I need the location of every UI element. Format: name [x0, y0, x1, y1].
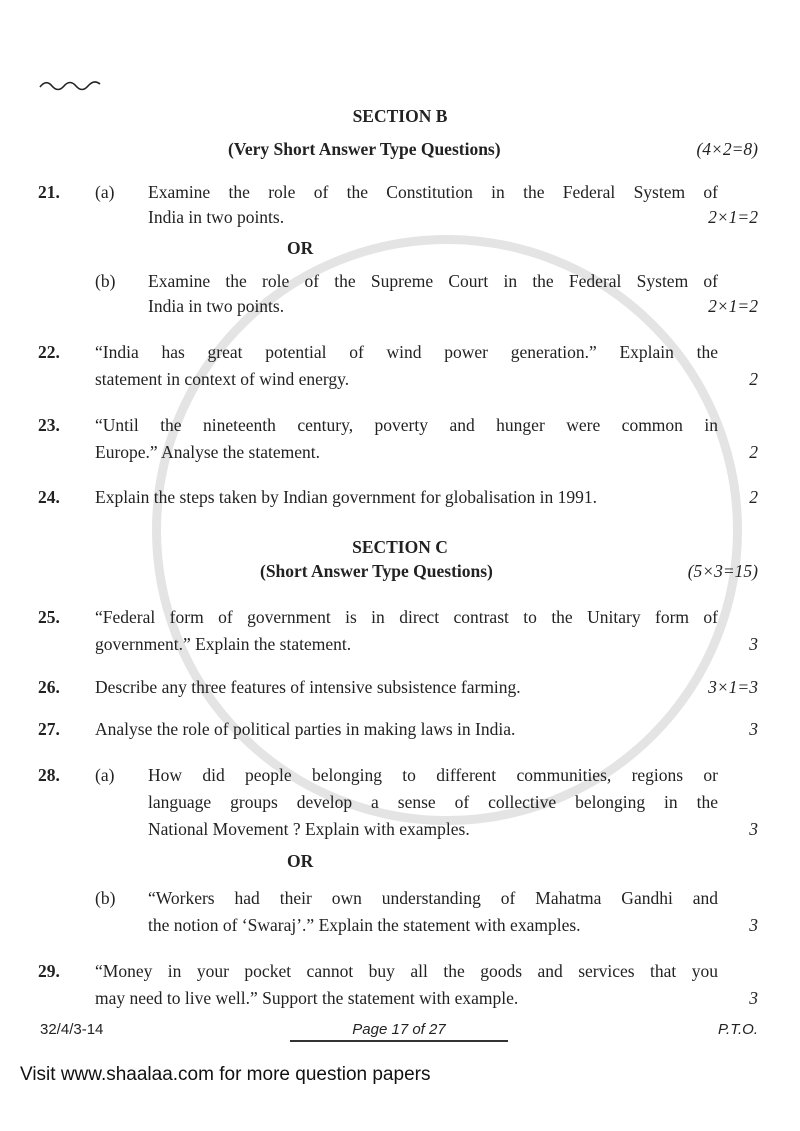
question-marks: 2: [749, 442, 758, 462]
question-number: 28.: [38, 765, 60, 785]
question-marks: 3: [749, 719, 758, 739]
question-number: 23.: [38, 415, 60, 435]
section-c-marks: (5×3=15): [687, 561, 758, 581]
section-b-subtitle: (Very Short Answer Type Questions): [228, 139, 501, 159]
section-c-subtitle: (Short Answer Type Questions): [260, 561, 493, 581]
squiggle-mark: [38, 78, 104, 92]
question-text: “India has great potential of wind power generation.” Explain the: [95, 342, 718, 362]
question-text: the notion of ‘Swaraj’.” Explain the statement with examples.: [148, 915, 581, 935]
question-number: 29.: [38, 961, 60, 981]
section-c-title: SECTION C: [352, 537, 448, 557]
question-text: Analyse the role of political parties in making laws in India.: [95, 719, 516, 739]
question-text: statement in context of wind energy.: [95, 369, 350, 389]
question-marks: 2: [749, 369, 758, 389]
question-text: India in two points.: [148, 207, 285, 227]
question-number: 22.: [38, 342, 60, 362]
question-marks: 3×1=3: [708, 677, 758, 697]
question-text: India in two points.: [148, 296, 285, 316]
question-marks: 2: [749, 487, 758, 507]
question-text: “Until the nineteenth century, poverty and hunger were common in: [95, 415, 718, 435]
paper-code: 32/4/3-14: [40, 1021, 104, 1038]
question-number: 26.: [38, 677, 60, 697]
question-marks: 3: [749, 634, 758, 654]
question-number: 24.: [38, 487, 60, 507]
question-marks: 2×1=2: [708, 207, 758, 227]
question-text: Europe.” Analyse the statement.: [95, 442, 320, 462]
question-text: “Federal form of government is in direct contrast to the Unitary form of: [95, 607, 718, 627]
question-number: 27.: [38, 719, 60, 739]
question-text: may need to live well.” Support the statement with example.: [95, 988, 519, 1008]
question-text: language groups develop a sense of collective belonging in the: [148, 792, 718, 812]
question-text: government.” Explain the statement.: [95, 634, 352, 654]
option-label: (b): [95, 271, 116, 291]
question-text: Examine the role of the Supreme Court in the Federal System of: [148, 271, 718, 291]
pto-label: P.T.O.: [717, 1021, 758, 1038]
question-number: 25.: [38, 607, 60, 627]
visit-link[interactable]: Visit www.shaalaa.com for more question papers: [20, 1064, 431, 1085]
option-label: (b): [95, 888, 116, 908]
question-marks: 3: [749, 819, 758, 839]
or-label: OR: [287, 851, 314, 871]
question-marks: 3: [749, 915, 758, 935]
question-text: National Movement ? Explain with examples.: [148, 819, 470, 839]
question-text: Describe any three features of intensive subsistence farming.: [95, 677, 521, 697]
question-number: 21.: [38, 182, 60, 202]
question-text: “Workers had their own understanding of Mahatma Gandhi and: [148, 888, 718, 908]
option-label: (a): [95, 182, 115, 202]
question-text: Explain the steps taken by Indian government for globalisation in 1991.: [95, 487, 598, 507]
section-b-marks: (4×2=8): [696, 139, 758, 159]
question-text: “Money in your pocket cannot buy all the goods and services that you: [95, 961, 718, 981]
question-text: How did people belonging to different communities, regions or: [148, 765, 718, 785]
or-label: OR: [287, 238, 314, 258]
question-marks: 3: [749, 988, 758, 1008]
question-marks: 2×1=2: [708, 296, 758, 316]
section-b-title: SECTION B: [352, 106, 448, 126]
option-label: (a): [95, 765, 115, 785]
page-number: Page 17 of 27: [290, 1021, 508, 1042]
question-text: Examine the role of the Constitution in the Federal System of: [148, 182, 718, 202]
